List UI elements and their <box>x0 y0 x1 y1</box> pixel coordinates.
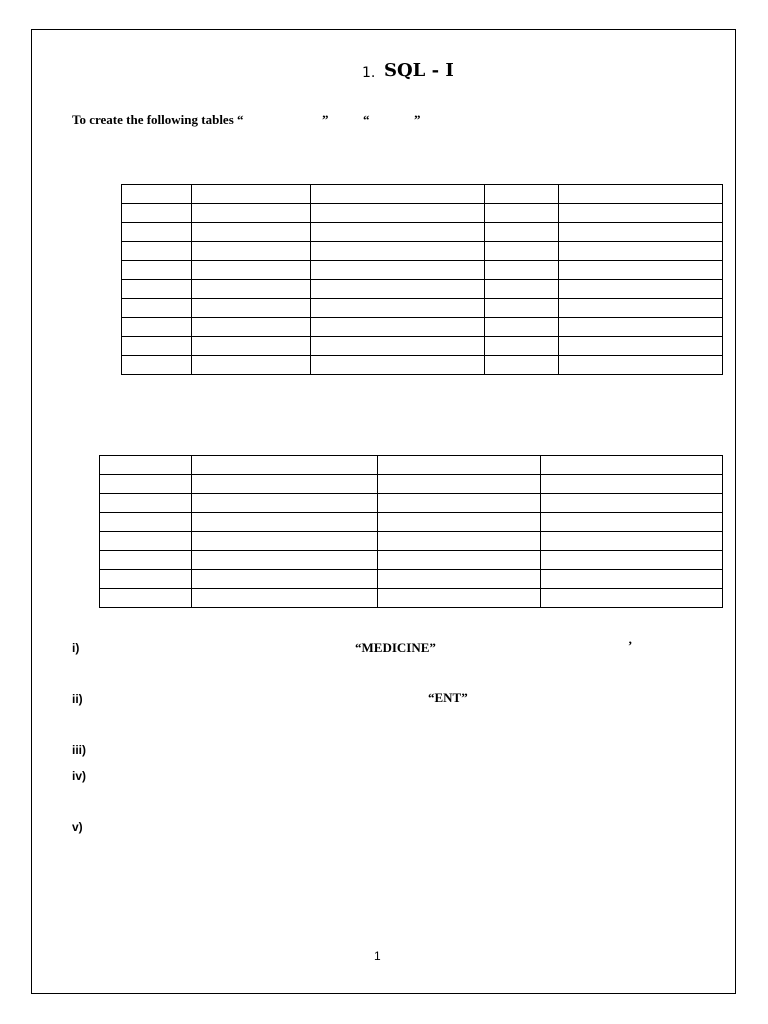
table-2-cell <box>541 513 723 532</box>
table-2-cell <box>541 475 723 494</box>
question-1-label: i) <box>72 641 80 655</box>
page-title: SQL - I <box>384 60 454 81</box>
table-2-cell <box>192 589 378 608</box>
table-1-cell <box>485 261 559 280</box>
table-1-cell <box>122 185 192 204</box>
table-2-row <box>100 494 723 513</box>
table-1 <box>121 184 723 375</box>
table-1-cell <box>311 223 485 242</box>
table-2-cell <box>378 589 541 608</box>
table-1-cell <box>559 261 723 280</box>
table-2-row <box>100 532 723 551</box>
table-2-row <box>100 475 723 494</box>
table-1-cell <box>192 337 311 356</box>
table-1-cell <box>311 299 485 318</box>
table-2-cell <box>192 570 378 589</box>
table-1-cell <box>122 318 192 337</box>
table-1-cell <box>485 185 559 204</box>
table-1-row <box>122 337 723 356</box>
table-2-cell <box>100 551 192 570</box>
table-1-cell <box>559 242 723 261</box>
table-2-cell <box>541 570 723 589</box>
intro-text: To create the following tables “ <box>72 112 244 127</box>
table-2-cell <box>192 494 378 513</box>
table-2-cell <box>378 475 541 494</box>
table-2-cell <box>192 513 378 532</box>
table-1-cell <box>311 356 485 375</box>
table-2-row <box>100 570 723 589</box>
table-1-row <box>122 223 723 242</box>
table-1-cell <box>485 299 559 318</box>
table-2-cell <box>541 456 723 475</box>
table-1-cell <box>311 337 485 356</box>
table-1-cell <box>559 337 723 356</box>
table-2-cell <box>100 456 192 475</box>
table-1-cell <box>485 223 559 242</box>
table-1-cell <box>192 204 311 223</box>
title-number: 1. <box>362 65 376 81</box>
table-2-cell <box>100 589 192 608</box>
table-1-row <box>122 299 723 318</box>
table-1-row <box>122 204 723 223</box>
question-1-text: “MEDICINE” <box>355 640 436 655</box>
table-1-row <box>122 242 723 261</box>
table-2-cell <box>378 551 541 570</box>
table-1-cell <box>559 185 723 204</box>
table-1-cell <box>192 318 311 337</box>
question-5-label: v) <box>72 820 83 834</box>
intro-close-quote-2: ” <box>414 112 421 127</box>
table-1-cell <box>192 356 311 375</box>
table-1-cell <box>122 299 192 318</box>
question-2-label: ii) <box>72 692 83 706</box>
table-2-cell <box>192 532 378 551</box>
table-2-cell <box>192 475 378 494</box>
table-1-cell <box>559 356 723 375</box>
table-2-cell <box>378 513 541 532</box>
table-1-cell <box>192 185 311 204</box>
table-1-cell <box>485 242 559 261</box>
table-2-row <box>100 551 723 570</box>
table-2-cell <box>378 570 541 589</box>
table-1-cell <box>311 185 485 204</box>
table-2-cell <box>100 513 192 532</box>
table-2-row <box>100 456 723 475</box>
table-1-row <box>122 280 723 299</box>
table-1-cell <box>192 223 311 242</box>
table-2-cell <box>541 551 723 570</box>
intro-open-quote-2: “ <box>363 112 370 127</box>
table-1-cell <box>192 299 311 318</box>
table-1-cell <box>122 204 192 223</box>
table-1-cell <box>485 204 559 223</box>
table-1-cell <box>485 356 559 375</box>
table-2-cell <box>541 589 723 608</box>
table-1-row <box>122 356 723 375</box>
table-2-cell <box>192 551 378 570</box>
question-1-tail: ’ <box>628 638 633 653</box>
table-2-cell <box>100 494 192 513</box>
table-1-cell <box>559 223 723 242</box>
table-1-cell <box>311 242 485 261</box>
page-number: 1 <box>374 949 381 963</box>
table-2-cell <box>100 475 192 494</box>
question-4-label: iv) <box>72 769 87 783</box>
table-1-cell <box>122 356 192 375</box>
table-2-row <box>100 589 723 608</box>
table-1-cell <box>311 318 485 337</box>
table-1-row <box>122 261 723 280</box>
table-1-row <box>122 318 723 337</box>
table-1-cell <box>559 299 723 318</box>
table-1-cell <box>122 337 192 356</box>
table-1-cell <box>192 280 311 299</box>
table-2-cell <box>100 532 192 551</box>
table-1-cell <box>311 280 485 299</box>
table-1-cell <box>192 242 311 261</box>
table-1-cell <box>311 261 485 280</box>
table-1-cell <box>122 242 192 261</box>
table-1-cell <box>122 261 192 280</box>
table-1-cell <box>122 280 192 299</box>
table-2-row <box>100 513 723 532</box>
table-2-cell <box>192 456 378 475</box>
table-2-cell <box>541 494 723 513</box>
table-1-cell <box>192 261 311 280</box>
table-2-cell <box>541 532 723 551</box>
table-1-cell <box>559 204 723 223</box>
question-3-label: iii) <box>72 743 86 757</box>
table-1-cell <box>311 204 485 223</box>
table-1-cell <box>485 318 559 337</box>
question-2-text: “ENT” <box>428 690 468 705</box>
table-1-cell <box>485 337 559 356</box>
table-2-cell <box>378 494 541 513</box>
table-1-cell <box>559 280 723 299</box>
table-1-cell <box>559 318 723 337</box>
table-1-row <box>122 185 723 204</box>
table-1-cell <box>122 223 192 242</box>
table-2-cell <box>100 570 192 589</box>
intro-close-quote-1: ” <box>322 112 329 127</box>
table-1-cell <box>485 280 559 299</box>
table-2-cell <box>378 532 541 551</box>
table-2 <box>99 455 723 608</box>
table-2-cell <box>378 456 541 475</box>
